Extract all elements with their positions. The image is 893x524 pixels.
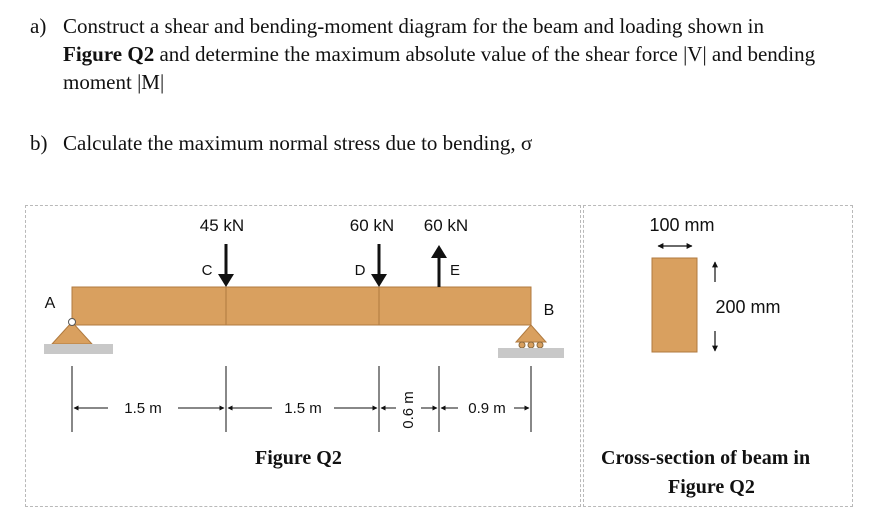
load-d-magnitude: 60 kN	[349, 216, 395, 235]
support-b-label: B	[543, 302, 555, 319]
figure-caption: Figure Q2	[255, 447, 342, 469]
question-a-label: a)	[30, 14, 47, 38]
question-b-text: Calculate the maximum normal stress due to bending, σ	[63, 131, 533, 155]
question-a-line3: moment |M|	[63, 70, 165, 94]
figure-ref: Figure Q2	[63, 42, 155, 66]
roller-support-b	[498, 325, 564, 358]
point-c-label: C	[201, 262, 213, 279]
question-a-line1: Construct a shear and bending-moment diagram for the beam and loading shown in	[63, 14, 764, 38]
load-arrow-d	[371, 244, 387, 287]
cross-section-caption-line1: Cross-section of beam in	[601, 447, 811, 469]
dimension-eb: 0.9 m	[468, 400, 506, 417]
point-e-label: E	[449, 262, 461, 279]
dimension-extension-lines	[72, 366, 531, 432]
point-d-label: D	[354, 262, 366, 279]
question-a-line2-rest: and determine the maximum absolute value of the shear force |V| and bending	[154, 42, 816, 66]
load-arrow-e	[431, 245, 447, 287]
beam	[72, 287, 531, 325]
load-c-magnitude: 45 kN	[199, 216, 245, 235]
cross-section-caption-line2: Figure Q2	[668, 476, 755, 498]
cross-section-width-label: 100 mm	[649, 215, 715, 235]
load-e-magnitude: 60 kN	[423, 216, 469, 235]
load-arrow-c	[218, 244, 234, 287]
support-a-label: A	[44, 295, 56, 312]
dimension-ac: 1.5 m	[124, 400, 162, 417]
question-b-label: b)	[30, 131, 48, 155]
dimension-cd: 1.5 m	[284, 400, 322, 417]
cross-section-height-label: 200 mm	[715, 297, 781, 317]
cross-section-rect	[652, 258, 697, 352]
dimension-de: 0.6 m	[400, 391, 417, 429]
